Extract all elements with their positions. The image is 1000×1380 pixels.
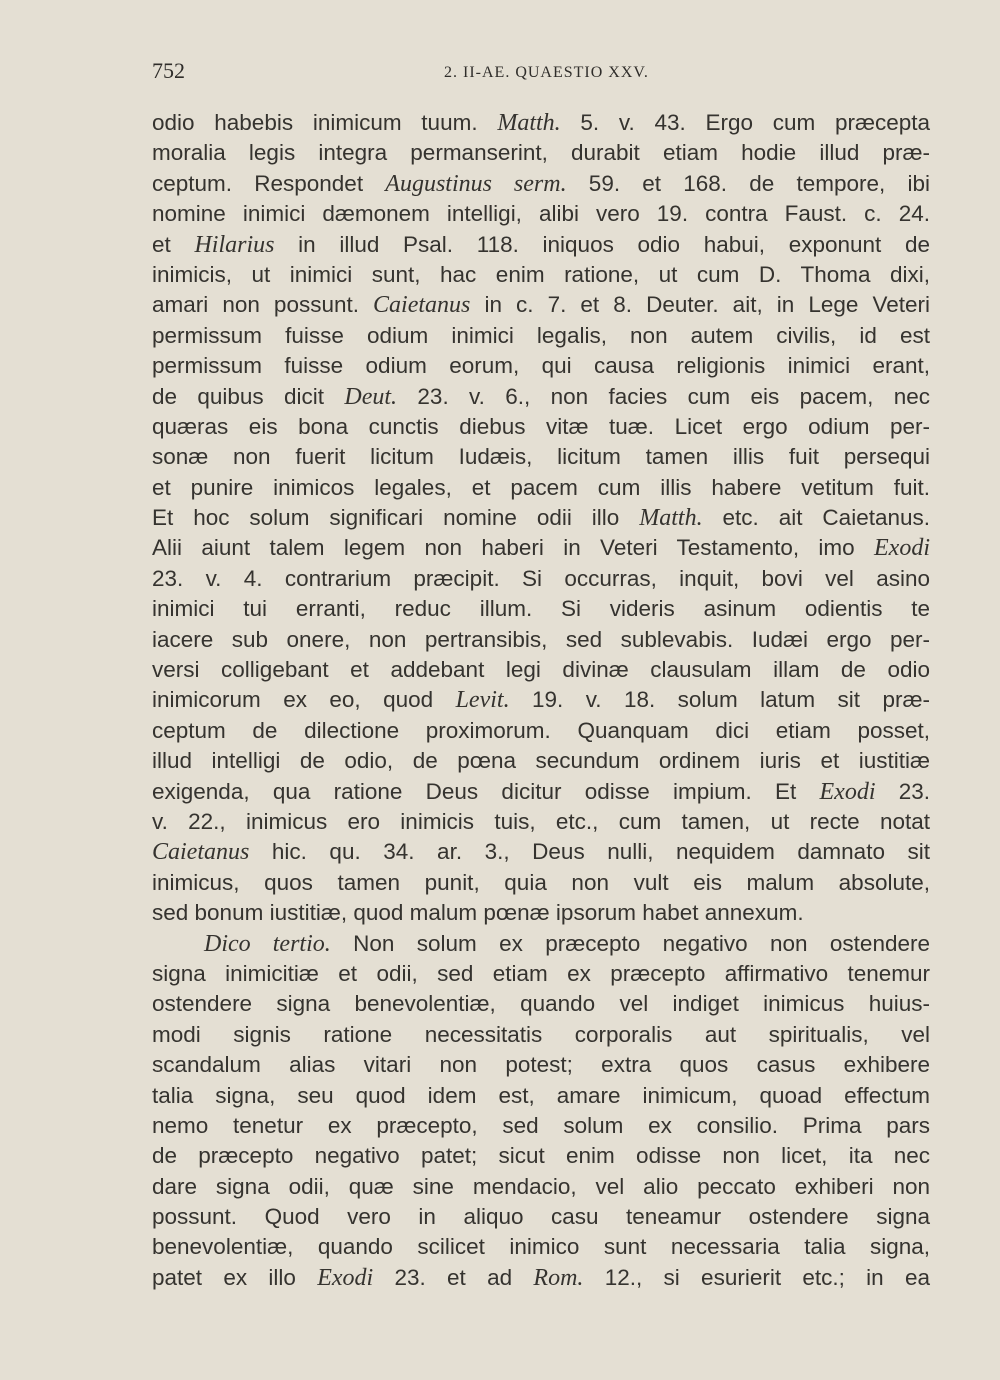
text-segment: 23. et ad	[373, 1264, 534, 1290]
text-segment: Alii aiunt talem legem non haberi in Veteri Testamento, imo	[152, 535, 875, 561]
text-segment: talia signa, seu quod idem est, amare inimicum, quoad effectum	[152, 1082, 930, 1108]
text-line	[152, 1081, 930, 1111]
text-line	[152, 807, 930, 837]
text-segment: v. 22., inimicus ero inimicis tuis, etc., cum tamen, ut recte notat	[152, 808, 930, 834]
text-line	[152, 1263, 930, 1293]
text-line	[152, 959, 930, 989]
text-line	[152, 564, 930, 594]
text-segment: ostendere signa benevolentiæ, quando vel indiget inimicus huius-	[152, 991, 930, 1017]
text-line	[152, 169, 930, 199]
text-line	[152, 837, 930, 867]
text-segment: de quibus dicit	[152, 383, 345, 409]
text-segment: versi colligebant et addebant legi divinæ clausulam illam de odio	[152, 657, 930, 683]
italic-text: Rom.	[533, 1264, 584, 1291]
text-line	[152, 230, 930, 260]
text-line	[152, 138, 930, 168]
text-segment: nemo tenetur ex præcepto, sed solum ex consilio. Prima pars	[152, 1112, 930, 1138]
italic-text: Matth.	[497, 110, 561, 136]
text-line	[152, 685, 930, 715]
text-segment: Et hoc solum significari nomine odii illo	[152, 505, 640, 531]
italic-text: Dico tertio.	[204, 930, 331, 957]
text-segment: 23. v. 4. contrarium præcipit. Si occurras, inquit, bovi vel asino	[152, 565, 930, 591]
text-segment: moralia legis integra permanserint, durabit etiam hodie illud præ-	[152, 140, 930, 166]
text-line	[152, 108, 930, 138]
text-line	[152, 655, 930, 685]
text-segment: 59. et 168. de tempore, ibi	[566, 170, 931, 196]
italic-text: Deut.	[344, 383, 398, 410]
text-segment: inimicis, ut inimici sunt, hac enim ratione, ut cum D. Thoma dixi,	[152, 261, 930, 287]
text-segment: permissum fuisse odium inimici legalis, non autem civilis, id est	[152, 322, 930, 348]
italic-text: Caietanus	[373, 292, 471, 319]
text-line	[152, 1172, 930, 1202]
text-segment: patet ex illo	[152, 1264, 318, 1290]
text-segment: permissum fuisse odium eorum, qui causa religionis inimici erant,	[152, 353, 930, 379]
text-line	[152, 1141, 930, 1171]
text-segment: inimici tui erranti, reduc illum. Si videris asinum odientis te	[152, 596, 930, 622]
text-segment: possunt. Quod vero in aliquo casu teneamur ostendere signa	[152, 1204, 930, 1230]
text-segment: amari non possunt.	[152, 292, 374, 318]
text-segment: 19. v. 18. solum latum sit præ-	[509, 687, 930, 713]
text-segment: nomine inimici dæmonem intelligi, alibi vero 19. contra Faust. c. 24.	[152, 201, 930, 227]
text-line	[152, 777, 930, 807]
text-segment: in illud Psal. 118. iniquos odio habui, exponunt de	[274, 231, 930, 257]
text-segment: odio habebis inimicum tuum.	[152, 110, 498, 135]
page-number: 752	[152, 58, 185, 83]
text-line	[152, 1111, 930, 1141]
text-segment: 5. v. 43. Ergo cum præcepta	[560, 110, 931, 135]
text-line	[152, 1202, 930, 1232]
text-segment: et punire inimicos legales, et pacem cum illis habere vetitum fuit.	[152, 474, 930, 500]
text-line	[152, 716, 930, 746]
text-line	[152, 1232, 930, 1262]
italic-text: Augustinus serm.	[385, 170, 567, 197]
text-line	[152, 1050, 930, 1080]
text-segment: modi signis ratione necessitatis corporalis aut spiritualis, vel	[152, 1021, 930, 1047]
text-segment: in c. 7. et 8. Deuter. ait, in Lege Veteri	[470, 292, 930, 318]
text-segment: 23.	[875, 778, 931, 804]
text-line	[152, 625, 930, 655]
italic-text: Caietanus	[152, 839, 250, 866]
text-line	[152, 199, 930, 229]
text-segment: illud intelligi de odio, de pœna secundum ordinem iuris et iustitiæ	[152, 748, 930, 774]
italic-text: Exodi	[874, 535, 930, 562]
italic-text: Exodi	[819, 778, 876, 805]
italic-text: Levit.	[455, 687, 510, 714]
text-line	[152, 746, 930, 776]
text-segment: ceptum. Respondet	[152, 170, 386, 196]
text-segment: inimicus, quos tamen punit, quia non vult eis malum absolute,	[152, 869, 930, 895]
text-segment: exigenda, qua ratione Deus dicitur odisse impium. Et	[152, 778, 820, 804]
text-line	[152, 290, 930, 320]
text-line	[152, 503, 930, 533]
text-line	[152, 594, 930, 624]
text-segment: etc. ait Caietanus.	[702, 505, 930, 531]
text-segment: iacere sub onere, non pertransibis, sed sublevabis. Iudæi ergo per-	[152, 626, 930, 652]
text-line	[152, 412, 930, 442]
text-segment: Non solum ex præcepto negativo non ostendere	[330, 930, 930, 956]
text-line	[152, 260, 930, 290]
text-segment: signa inimicitiæ et odii, sed etiam ex præcepto affirmativo tenemur	[152, 960, 930, 986]
text-segment: et	[152, 231, 195, 257]
text-segment: scandalum alias vitari non potest; extra quos casus exhibere	[152, 1052, 930, 1078]
body-text	[152, 108, 930, 1293]
text-segment: de præcepto negativo patet; sicut enim odisse non licet, ita nec	[152, 1143, 930, 1169]
italic-text: Hilarius	[194, 231, 275, 258]
running-title: 2. II-AE. QUAESTIO XXV.	[444, 64, 649, 81]
text-line	[152, 473, 930, 503]
text-segment: sonæ non fuerit licitum Iudæis, licitum tamen illis fuit persequi	[152, 444, 930, 470]
text-line	[152, 898, 930, 928]
text-segment: ceptum de dilectione proximorum. Quanquam dici etiam posset,	[152, 717, 930, 743]
text-segment: dare signa odii, quæ sine mendacio, vel alio peccato exhiberi non	[152, 1173, 930, 1199]
text-segment: hic. qu. 34. ar. 3., Deus nulli, nequidem damnato sit	[249, 839, 930, 865]
text-segment: sed bonum iustitiæ, quod malum pœnæ ipsorum habet annexum.	[152, 900, 804, 926]
text-line	[152, 1020, 930, 1050]
text-line	[152, 533, 930, 563]
text-line	[152, 382, 930, 412]
text-line	[152, 351, 930, 381]
text-segment: inimicorum ex eo, quod	[152, 687, 456, 713]
running-head	[152, 58, 932, 90]
text-line	[152, 989, 930, 1019]
text-line	[152, 868, 930, 898]
text-segment: quæras eis bona cunctis diebus vitæ tuæ. Licet ergo odium per-	[152, 413, 930, 439]
text-segment: 23. v. 6., non facies cum eis pacem, nec	[397, 383, 930, 409]
text-line	[152, 321, 930, 351]
italic-text: Matth.	[639, 505, 703, 532]
text-segment: benevolentiæ, quando scilicet inimico sunt necessaria talia signa,	[152, 1234, 930, 1260]
text-line	[152, 442, 930, 472]
text-line	[152, 929, 930, 959]
text-segment: 12., si esurierit etc.; in ea	[583, 1264, 930, 1290]
italic-text: Exodi	[317, 1264, 374, 1291]
